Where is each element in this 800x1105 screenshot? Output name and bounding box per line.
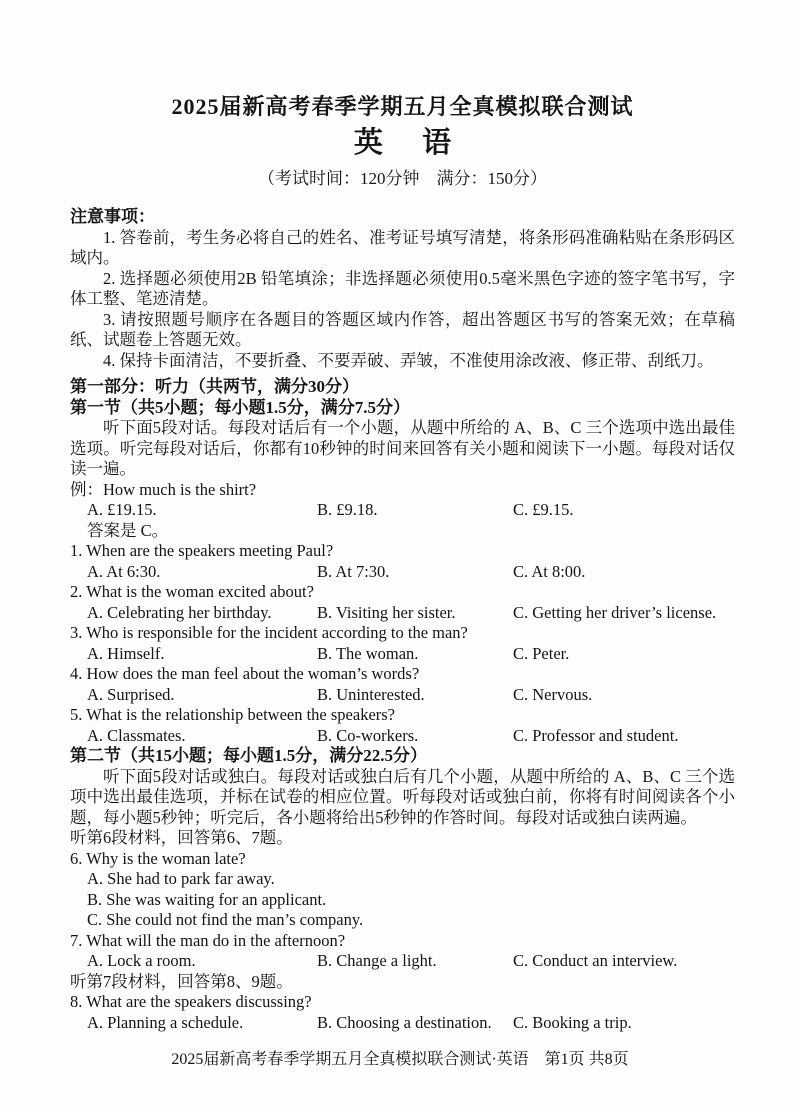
question-2-options — [70, 603, 735, 624]
question-5-options — [70, 726, 735, 747]
question-1-option-a: A. At 6:30. — [87, 561, 161, 581]
question-3: 3. Who is responsible for the incident according to the man? — [70, 623, 468, 642]
question-5-option-b: B. Co-workers. — [317, 725, 419, 745]
question-7-option-c: C. Conduct an interview. — [513, 951, 678, 970]
example-option-a: A. £19.15. — [87, 500, 157, 519]
material-6-note: 听第6段材料，回答第6、7题。 — [70, 828, 293, 847]
section1-heading: 第一节（共5小题；每小题1.5分，满分7.5分） — [70, 397, 410, 417]
question-2-option-b: B. Visiting her sister. — [317, 602, 456, 622]
question-6-option-c: C. She could not find the man’s company. — [87, 910, 364, 929]
question-4-option-b: B. Uninterested. — [317, 684, 425, 704]
question-3-option-c: C. Peter. — [513, 643, 570, 663]
question-7-option-a: A. Lock a room. — [87, 951, 196, 970]
part1-heading: 第一部分：听力（共两节，满分30分） — [70, 377, 359, 396]
question-1-options — [70, 562, 735, 583]
question-8-option-b: B. Choosing a destination. — [317, 1012, 492, 1032]
question-3-option-a: A. Himself. — [87, 643, 165, 663]
notice-item-1: 1. 答卷前，考生务必将自己的姓名、准考证号填写清楚，将条形码准确粘贴在条形码区域内。 — [70, 227, 735, 267]
question-2-option-a: A. Celebrating her birthday. — [87, 602, 272, 622]
question-1-option-b: B. At 7:30. — [317, 561, 390, 581]
example-option-c: C. £9.15. — [513, 500, 574, 519]
question-8-option-c: C. Booking a trip. — [513, 1012, 632, 1032]
question-1: 1. When are the speakers meeting Paul? — [70, 541, 334, 560]
question-4-options — [70, 685, 735, 706]
question-6: 6. Why is the woman late? — [70, 848, 246, 868]
question-4-option-c: C. Nervous. — [513, 684, 593, 704]
question-6-option-a: A. She had to park far away. — [87, 869, 275, 888]
question-4-option-a: A. Surprised. — [87, 684, 175, 704]
notices-heading: 注意事项： — [70, 207, 155, 226]
question-7-options — [70, 951, 735, 972]
example-answer: 答案是 C。 — [87, 520, 169, 540]
question-6-option-b: B. She was waiting for an applicant. — [87, 889, 327, 909]
notices-section — [70, 207, 735, 371]
notice-item-3: 3. 请按照题号顺序在各题目的答题区域内作答，超出答题区书写的答案无效；在草稿纸、试题卷上答题无效。 — [70, 309, 735, 349]
section1-instructions: 听下面5段对话。每段对话后有一个小题，从题中所给的 A、B、C 三个选项中选出最佳选项。听完每段对话后，你都有10秒钟的时间来回答有关小题和阅读下一小题。每段对话仅读一遍。 — [70, 418, 735, 478]
question-2: 2. What is the woman excited about? — [70, 582, 314, 601]
page-footer: 2025届新高考春季学期五月全真模拟联合测试·英语 第1页 共8页 — [171, 1051, 629, 1068]
section2-instructions: 听下面5段对话或独白。每段对话或独白后有几个小题，从题中所给的 A、B、C 三个选项中选出最佳选项，并标在试卷的相应位置。听每段对话或独白前，你将有时间阅读各个小题，每小题5秒钟；听完后，各小题将给出5秒钟的作答时间。每段对话或独白读两遍。 — [70, 766, 735, 827]
question-7: 7. What will the man do in the afternoon? — [70, 930, 346, 950]
question-7-option-b: B. Change a light. — [317, 951, 437, 970]
material-7-note: 听第7段材料，回答第8、9题。 — [70, 971, 293, 991]
example-question: 例：How much is the shirt? — [70, 479, 257, 499]
question-3-option-b: B. The woman. — [317, 643, 419, 663]
question-2-option-c: C. Getting her driver’s license. — [513, 602, 717, 622]
question-8-option-a: A. Planning a schedule. — [87, 1012, 244, 1032]
example-options — [70, 500, 735, 521]
notice-item-4: 4. 保持卡面清洁，不要折叠、不要弄破、弄皱，不准使用涂改液、修正带、刮纸刀。 — [103, 350, 714, 370]
question-5: 5. What is the relationship between the speakers? — [70, 705, 396, 724]
subject-title: 英 语 — [353, 127, 468, 159]
question-3-options — [70, 644, 735, 665]
question-8: 8. What are the speakers discussing? — [70, 992, 312, 1011]
section2-heading: 第二节（共15小题；每小题1.5分，满分22.5分） — [70, 746, 427, 765]
exam-info: （考试时间：120分钟 满分：150分） — [258, 169, 547, 188]
page-title: 2025届新高考春季学期五月全真模拟联合测试 — [171, 94, 634, 119]
question-5-option-a: A. Classmates. — [87, 725, 186, 745]
example-option-b: B. £9.18. — [317, 500, 378, 519]
notice-item-2: 2. 选择题必须使用2B 铅笔填涂；非选择题必须使用0.5毫米黑色字迹的签字笔书写，字体工整、笔迹清楚。 — [70, 268, 735, 308]
question-5-option-c: C. Professor and student. — [513, 725, 679, 745]
question-1-option-c: C. At 8:00. — [513, 561, 586, 581]
question-4: 4. How does the man feel about the woman’s words? — [70, 664, 420, 683]
question-8-options — [70, 1013, 735, 1034]
